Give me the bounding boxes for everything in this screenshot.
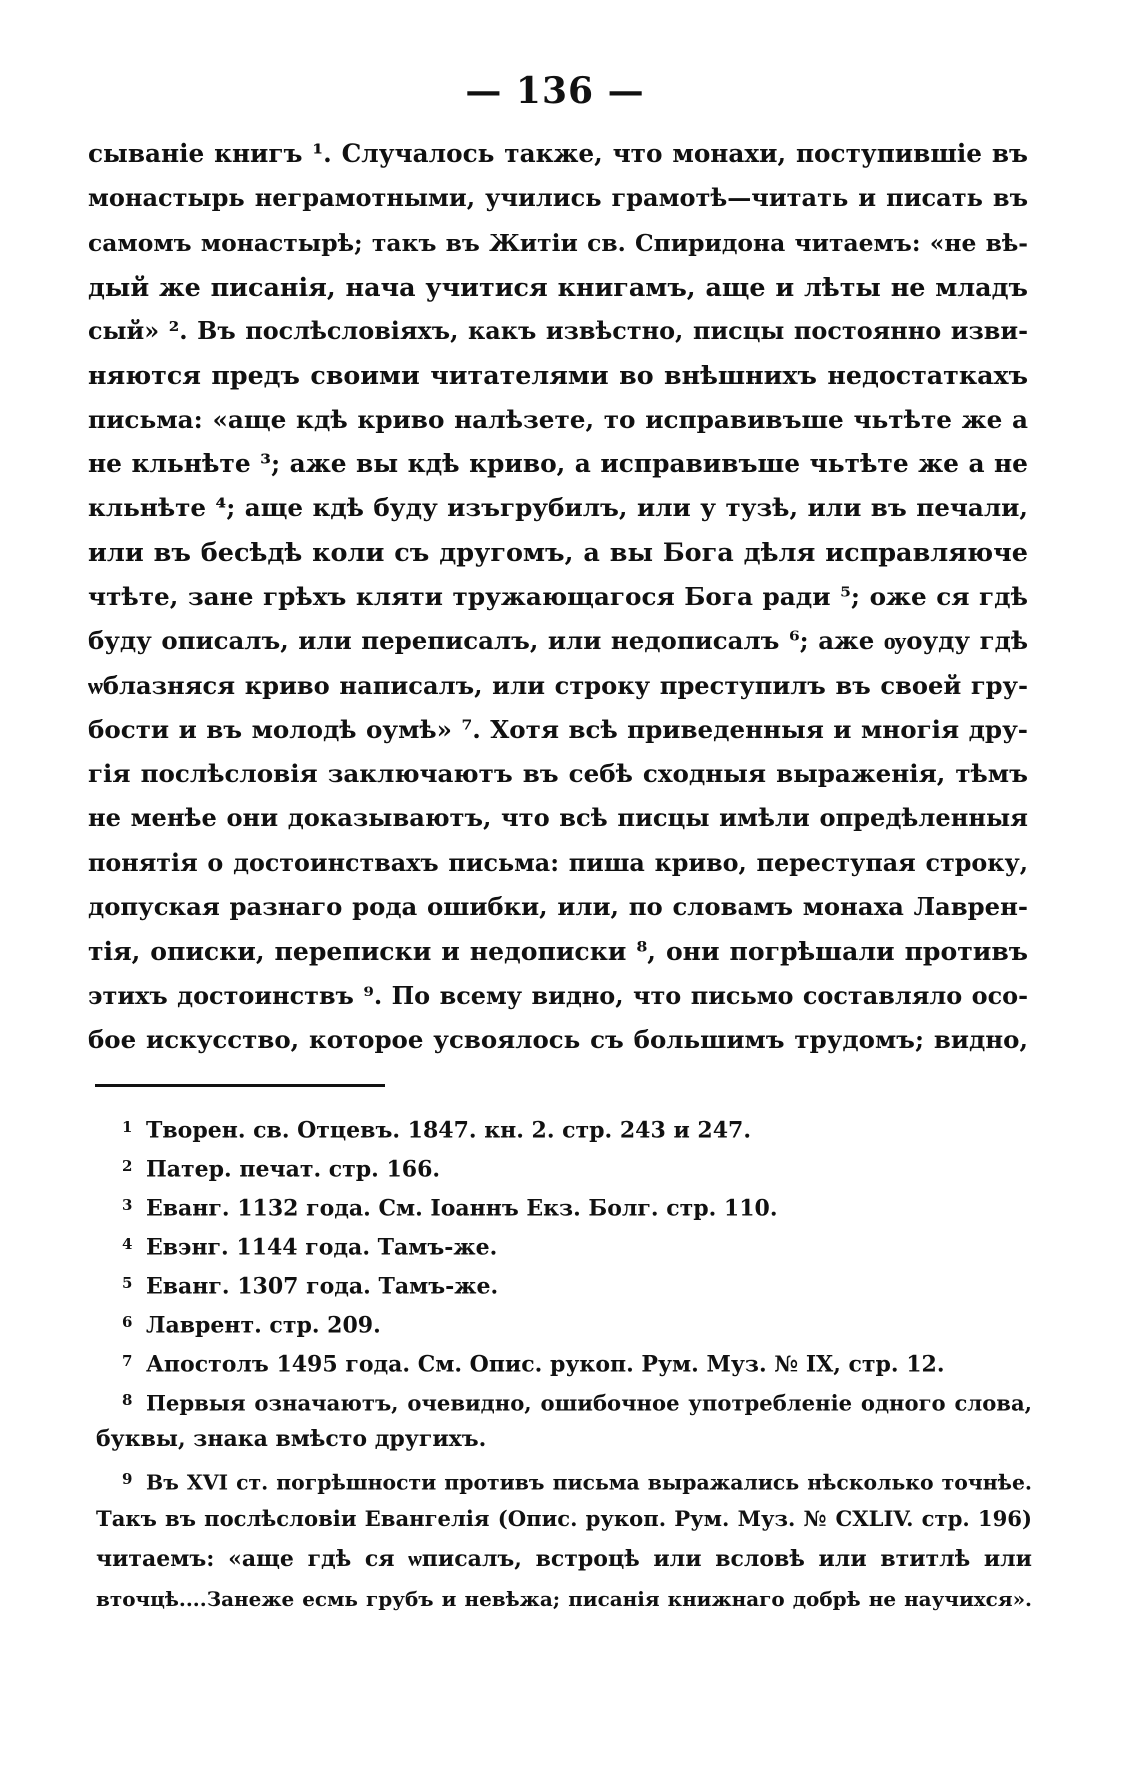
footnote-number: 4: [122, 1235, 133, 1253]
body-line: понятія о достоинствахъ письма: пиша криво, переступая строку,: [88, 848, 1028, 877]
footnote-5: [122, 1264, 1037, 1303]
footnote-9-continuation: вточцѣ....Занеже есмь грубъ и невѣжа; писанія книжнаго добрѣ не научихся».: [96, 1587, 1032, 1611]
footnote-divider: [95, 1084, 385, 1087]
footnote-text: Патер. печат. стр. 166.: [146, 1156, 441, 1183]
footnote-1: [122, 1108, 1037, 1147]
body-line: ѡблазняся криво написалъ, или строку преступилъ въ своей гру-: [88, 670, 1028, 700]
footnote-number: 2: [122, 1157, 133, 1175]
footnote-6: [122, 1303, 1037, 1342]
body-line: сываніе книгъ ¹. Случалось также, что монахи, поступившіе въ: [88, 139, 1028, 168]
body-line: дый же писанія, нача учитися книгамъ, аще и лѣты не младъ: [88, 271, 1028, 302]
body-text: [88, 132, 1028, 1062]
body-line: письма: «аще кдѣ криво налѣзете, то исправивъше чьтѣте же а: [88, 404, 1028, 434]
footnote-text: Еванг. 1307 года. Тамъ-же.: [146, 1273, 499, 1300]
body-line: сый» ². Въ послѣсловіяхъ, какъ извѣстно, писцы постоянно изви-: [88, 317, 1028, 346]
body-line: буду описалъ, или переписалъ, или недописалъ ⁶; аже ѹоуду гдѣ: [88, 626, 1028, 656]
body-line: гія послѣсловія заключаютъ въ себѣ сходныя выраженія, тѣмъ: [88, 759, 1028, 789]
body-line: не менѣе они доказываютъ, что всѣ писцы имѣли опредѣленныя: [88, 803, 1028, 833]
body-line: няются предъ своими читателями во внѣшнихъ недостаткахъ: [88, 360, 1028, 391]
footnote-text: Лаврент. стр. 209.: [146, 1312, 381, 1339]
body-line: этихъ достоинствъ ⁹. По всему видно, что письмо составляло осо-: [88, 981, 1028, 1010]
body-line: самомъ монастырѣ; такъ въ Житіи св. Спиридона читаемъ: «не вѣ-: [88, 228, 1028, 257]
footnote-8: [122, 1381, 1032, 1420]
body-line: бости и въ молодѣ оумѣ» ⁷. Хотя всѣ приведенныя и многія дру-: [88, 714, 1028, 744]
footnote-number: 9: [122, 1470, 133, 1488]
footnote-9-continuation: Такъ въ послѣсловіи Евангелія (Опис. рукоп. Рум. Муз. № CXLIV. стр. 196): [96, 1506, 1032, 1531]
footnote-8-continuation: буквы, знака вмѣсто другихъ.: [96, 1426, 487, 1452]
body-line: монастырь неграмотными, учились грамотѣ—читать и писать въ: [88, 183, 1028, 213]
body-line: тія, описки, переписки и недописки ⁸, они погрѣшали противъ: [88, 936, 1028, 967]
footnote-text: Первыя означаютъ, очевидно, ошибочное употребленіе одного слова,: [146, 1390, 1032, 1416]
footnote-number: 1: [122, 1118, 133, 1136]
footnote-number: 5: [122, 1274, 133, 1292]
footnote-3: [122, 1186, 1037, 1225]
footnote-number: 3: [122, 1196, 133, 1214]
footnote-9-continuation: читаемъ: «аще гдѣ ся ѡписалъ, встроцѣ или всловѣ или втитлѣ или: [96, 1546, 1032, 1572]
footnote-number: 8: [122, 1391, 133, 1409]
footnote-text: Творен. св. Отцевъ. 1847. кн. 2. стр. 243 и 247.: [146, 1117, 752, 1144]
footnote-text: Апостолъ 1495 года. См. Опис. рукоп. Рум. Муз. № IX, стр. 12.: [146, 1351, 945, 1378]
footnote-7: [122, 1342, 1037, 1381]
body-line: кльнѣте ⁴; аще кдѣ буду изъгрубилъ, или у тузѣ, или въ печали,: [88, 493, 1028, 523]
footnote-number: 7: [122, 1352, 133, 1370]
footnote-text: Въ XVI ст. погрѣшности противъ письма выражались нѣсколько точнѣе.: [146, 1470, 1032, 1495]
footnote-4: [122, 1225, 1037, 1264]
body-line: или въ бесѣдѣ коли съ другомъ, а вы Бога дѣля исправляюче: [88, 537, 1028, 568]
body-line: не кльнѣте ³; аже вы кдѣ криво, а исправивъше чьтѣте же а не: [88, 449, 1028, 479]
footnote-text: Еванг. 1132 года. См. Іоаннъ Екз. Болг. стр. 110.: [146, 1195, 778, 1222]
footnote-number: 6: [122, 1313, 133, 1331]
footnotes: [96, 1108, 1037, 1619]
body-line: чтѣте, зане грѣхъ кляти тружающагося Бога ради ⁵; оже ся гдѣ: [88, 581, 1028, 611]
footnote-2: [122, 1147, 1037, 1186]
page-number: — 136 —: [465, 70, 645, 112]
body-line: бое искусство, которое усвоялось съ большимъ трудомъ; видно,: [88, 1024, 1028, 1054]
footnote-text: Евэнг. 1144 года. Тамъ-же.: [146, 1234, 498, 1261]
footnote-9: [122, 1459, 1032, 1499]
body-line: допуская разнаго рода ошибки, или, по словамъ монаха Лаврен-: [88, 892, 1028, 922]
